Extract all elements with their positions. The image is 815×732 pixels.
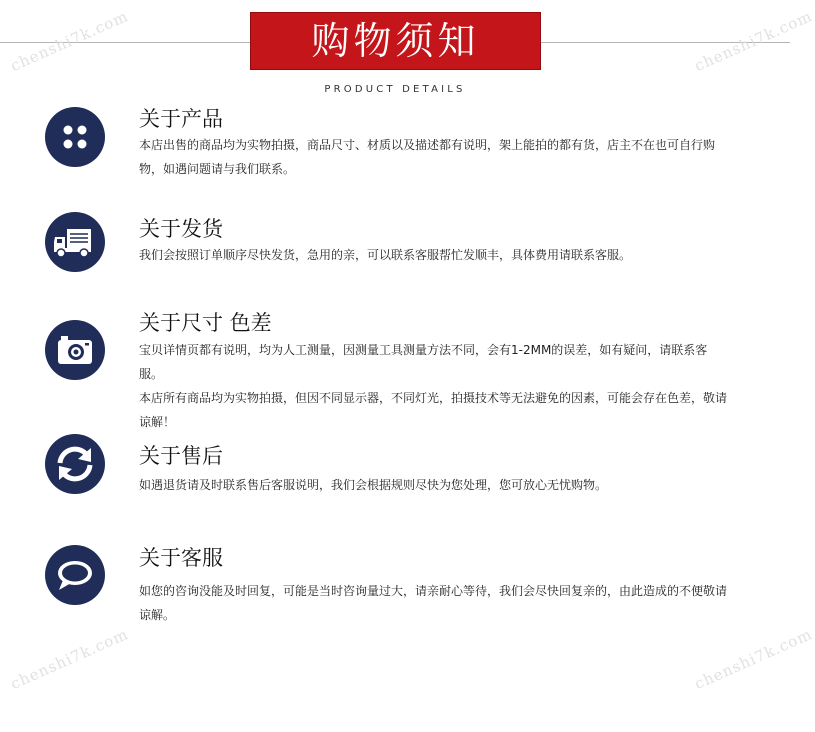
page-title-banner [250, 12, 541, 70]
section-paragraph: 如遇退货请及时联系售后客服说明，我们会根据规则尽快为您处理，您可放心无忧购物。 [139, 478, 608, 492]
dots-grid-icon [45, 107, 105, 167]
section-paragraph: 如您的咨询没能及时回复，可能是当时咨询量过大，请亲耐心等待，我们会尽快回复亲的，由此造成的不便敬请谅解。 [139, 584, 728, 622]
section-body [139, 338, 729, 434]
page-title: 购物须知 [311, 19, 480, 63]
watermark-top-left: chenshi7k.com [7, 6, 131, 76]
section-title: 关于尺寸 色差 [139, 311, 272, 335]
watermark-top-right: chenshi7k.com [691, 6, 815, 76]
section-paragraph: 我们会按照订单顺序尽快发货，急用的亲，可以联系客服帮忙发顺丰，具体费用请联系客服。 [139, 248, 632, 262]
delivery-truck-icon [45, 212, 105, 272]
chat-bubble-icon [45, 545, 105, 605]
section-body [139, 133, 729, 181]
section-body [139, 579, 729, 627]
section-body [139, 243, 729, 267]
section-paragraph: 本店所有商品均为实物拍摄，但因不同显示器，不同灯光，拍摄技术等无法避免的因素，可能会存在色差，敬请谅解！ [139, 391, 728, 429]
section-title: 关于客服 [139, 546, 223, 570]
refresh-arrows-icon [45, 434, 105, 494]
section-paragraph: 宝贝详情页都有说明，均为人工测量，因测量工具测量方法不同，会有1-2MM的误差，如有疑问，请联系客服。 [139, 343, 708, 381]
camera-icon [45, 320, 105, 380]
watermark-bottom-right: chenshi7k.com [691, 624, 815, 694]
section-title: 关于发货 [139, 217, 223, 241]
page-subtitle: PRODUCT DETAILS [324, 84, 466, 95]
section-title: 关于产品 [139, 107, 223, 131]
section-paragraph: 本店出售的商品均为实物拍摄，商品尺寸、材质以及描述都有说明，架上能拍的都有货，店主不在也可自行购物，如遇问题请与我们联系。 [139, 138, 716, 176]
section-body [139, 473, 729, 497]
section-title: 关于售后 [139, 444, 223, 468]
watermark-bottom-left: chenshi7k.com [7, 624, 131, 694]
